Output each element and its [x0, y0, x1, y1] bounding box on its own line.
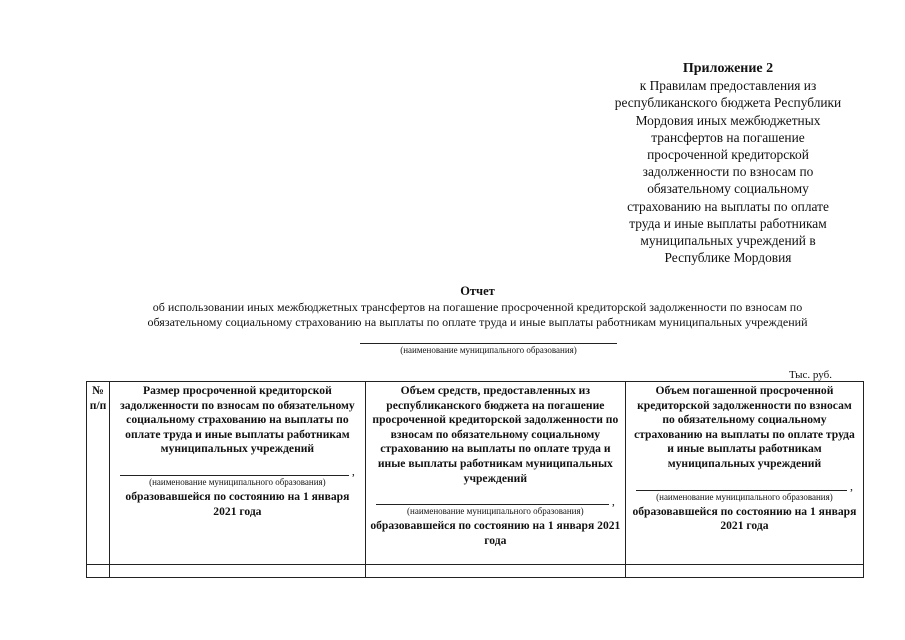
column-heading: Размер просроченной кредиторской задолженности по взносам по обязательному социальному страхованию на выплаты по оплате труда и иные выплаты работникам муниципальных учреждений	[120, 384, 355, 456]
appendix-line: задолженности по взносам по	[642, 164, 814, 180]
unit-label: Тыс. руб.	[788, 369, 832, 381]
cell-number-header: № п/п	[87, 382, 110, 565]
appendix-line: обязательному социальному	[647, 181, 809, 197]
report-subtitle-line: обязательному социальному страхованию на выплаты по оплате труда и иные выплаты работникам муниципальных учреждений	[147, 315, 808, 329]
column-heading: Объем погашенной просроченной кредиторской задолженности по взносам по обязательному социальному страхованию на выплаты по оплате труда и иные выплаты работникам муниципальных учреждений	[634, 384, 855, 470]
blank-underline	[120, 465, 349, 476]
formed-as-of: образовавшейся по состоянию на 1 января 2021 года	[370, 519, 621, 547]
appendix-block	[590, 60, 866, 266]
appendix-line: к Правилам предоставления из	[639, 78, 817, 94]
empty-cell[interactable]	[625, 565, 863, 578]
report-subtitle-line: об использовании иных межбюджетных трансфертов на погашение просроченной кредиторской задолженности по взносам по	[152, 300, 803, 314]
cell-debt-size	[109, 382, 365, 565]
appendix-line: труда и иные выплаты работникам	[629, 215, 827, 231]
blank-caption: (наименование муниципального образования)	[656, 491, 833, 502]
blank-underline	[636, 480, 847, 491]
appendix-title: Приложение 2	[682, 61, 774, 76]
blank-comma: ,	[351, 464, 355, 479]
empty-cell[interactable]	[87, 565, 110, 578]
appendix-line: Мордовия иных межбюджетных	[635, 112, 821, 128]
municipality-blank	[636, 480, 853, 491]
blank-comma: ,	[611, 493, 615, 508]
empty-cell[interactable]	[365, 565, 625, 578]
municipality-blank	[120, 464, 355, 479]
blank-underline	[376, 494, 609, 505]
municipality-blank-line	[360, 343, 617, 344]
municipality-blank	[376, 493, 615, 508]
appendix-line: просроченной кредиторской	[647, 147, 809, 163]
blank-comma: ,	[850, 478, 853, 493]
table-header-row	[87, 382, 864, 565]
blank-caption: (наименование муниципального образования)	[149, 476, 326, 487]
appendix-line: Республике Мордовия	[664, 250, 792, 266]
blank-caption: (наименование муниципального образования)	[407, 506, 584, 517]
formed-as-of: образовавшейся по состоянию на 1 января 2021 года	[125, 489, 350, 518]
column-heading: Объем средств, предоставленных из республиканского бюджета на погашение просроченной кредиторской задолженности по взносам по обязательному социальному страхованию на выплаты по оплате труда и иные выплаты работникам муниципальных учреждений	[372, 384, 619, 485]
formed-as-of: образовавшейся по состоянию на 1 января 2021 года	[632, 504, 857, 533]
municipality-caption: (наименование муниципального образования)	[400, 345, 577, 355]
empty-cell[interactable]	[109, 565, 365, 578]
cell-debt-repaid	[625, 382, 863, 565]
report-header	[115, 284, 840, 330]
table-row	[87, 565, 864, 578]
report-table	[86, 381, 864, 578]
appendix-line: республиканского бюджета Республики	[614, 95, 842, 111]
appendix-line: трансфертов на погашение	[651, 129, 805, 145]
report-title: Отчет	[460, 284, 495, 298]
cell-funds-provided	[365, 382, 625, 565]
appendix-line: страхованию на выплаты по оплате	[627, 198, 829, 214]
appendix-line: муниципальных учреждений в	[640, 233, 816, 249]
